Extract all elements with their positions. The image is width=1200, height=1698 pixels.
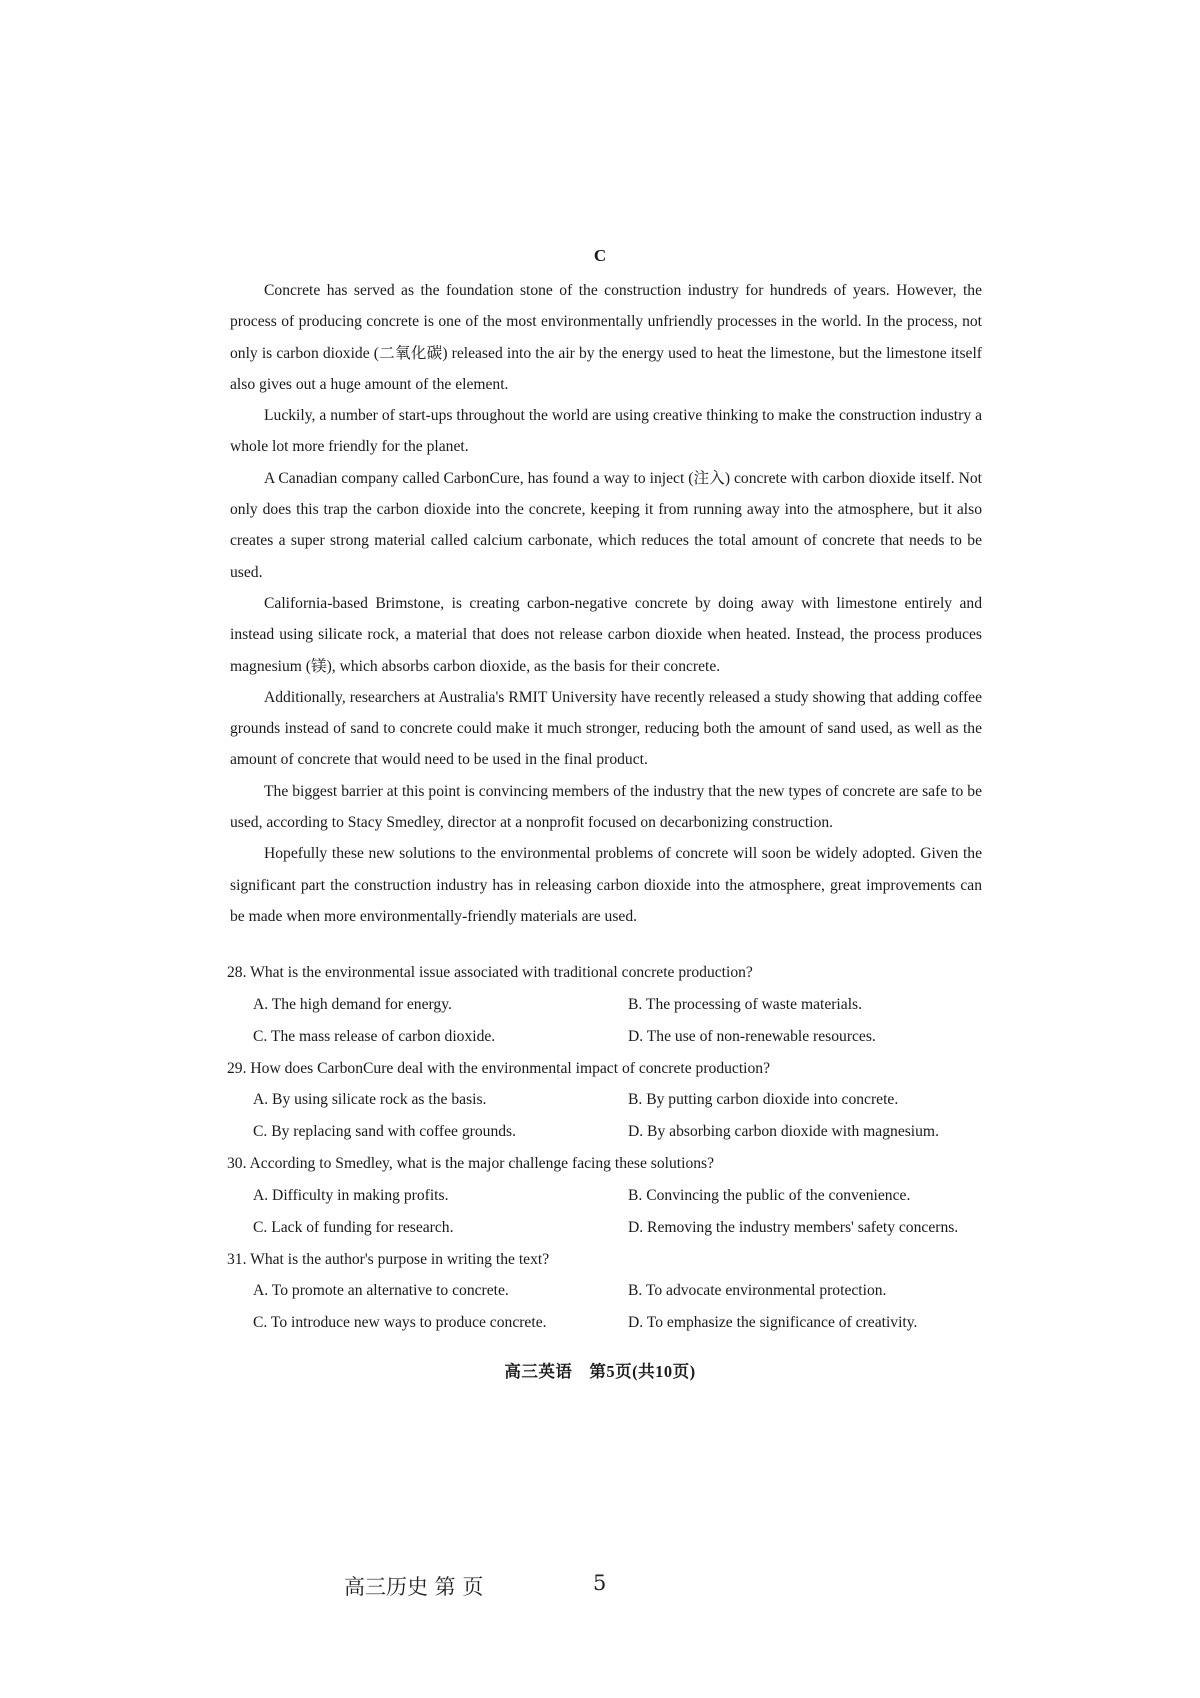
question-stem: 30. According to Smedley, what is the major challenge facing these solutions?: [227, 1155, 715, 1172]
passage-paragraph: The biggest barrier at this point is convincing members of the industry that the new types of concrete are safe to be used, according to Stacy Smedley, director at a nonprofit focused on decarbonizing construction.: [230, 782, 982, 832]
option-d: D. The use of non-renewable resources.: [628, 1027, 876, 1045]
question-29: [227, 1053, 997, 1149]
question-28: [227, 957, 997, 1053]
question-30: [227, 1148, 997, 1244]
option-a: A. Difficulty in making profits.: [253, 1186, 449, 1204]
passage-paragraph: Concrete has served as the foundation stone of the construction industry for hundreds of years. However, the process of producing concrete is one of the most environmentally unfriendly processes in the world. In the process, not only is carbon dioxide (二氧化碳) released into the air by the energy used to heat the limestone, but the limestone itself also gives out a huge amount of the element.: [230, 282, 982, 393]
option-a: A. To promote an alternative to concrete.: [253, 1282, 509, 1299]
option-grid: [227, 1180, 997, 1244]
passage-paragraph: Additionally, researchers at Australia's RMIT University have recently released a study showing that adding coffee grounds instead of sand to concrete could make it much stronger, reducing both the amount of sand used, as well as the amount of concrete that would need to be used in the final product.: [230, 688, 982, 769]
question-stem: 31. What is the author's purpose in writing the text?: [227, 1250, 550, 1268]
question-list: [227, 957, 997, 1339]
bottom-page-label: 高三历史 第 页: [344, 1575, 484, 1599]
option-b: B. To advocate environmental protection.: [628, 1282, 887, 1299]
option-a: A. The high demand for energy.: [253, 995, 452, 1013]
option-c: C. The mass release of carbon dioxide.: [253, 1027, 496, 1045]
option-d: D. By absorbing carbon dioxide with magnesium.: [628, 1123, 939, 1140]
option-c: C. By replacing sand with coffee grounds.: [253, 1123, 517, 1140]
passage-paragraph: A Canadian company called CarbonCure, has found a way to inject (注入) concrete with carbon dioxide itself. Not only does this trap the carbon dioxide into the concrete, keeping it from running away into the atmosphere, but it also creates a super strong material called calcium carbonate, which reduces the total amount of concrete that needs to be used.: [230, 469, 982, 581]
option-c: C. To introduce new ways to produce concrete.: [253, 1314, 547, 1331]
bottom-page-number: 5: [593, 1571, 607, 1595]
option-grid: [227, 1275, 997, 1339]
option-d: D. To emphasize the significance of creativity.: [628, 1314, 918, 1331]
question-31: [227, 1244, 997, 1340]
passage-paragraph: California-based Brimstone, is creating carbon-negative concrete by doing away with limestone entirely and instead using silicate rock, a material that does not release carbon dioxide when heated. Instead, the process produces magnesium (镁), which absorbs carbon dioxide, as the basis for their concrete.: [230, 594, 982, 675]
section-heading: C: [593, 246, 607, 265]
page-footer: 高三英语 第5页(共10页): [504, 1362, 696, 1381]
option-grid: [227, 989, 997, 1053]
option-b: B. Convincing the public of the convenience.: [628, 1186, 911, 1204]
question-stem: 29. How does CarbonCure deal with the environmental impact of concrete production?: [227, 1059, 771, 1077]
option-b: B. By putting carbon dioxide into concrete.: [628, 1091, 899, 1108]
passage-paragraph: Hopefully these new solutions to the environmental problems of concrete will soon be widely adopted. Given the significant part the construction industry has in releasing carbon dioxide into the atmosphere, great improvements can be made when more environmentally-friendly materials are used.: [230, 845, 982, 925]
option-a: A. By using silicate rock as the basis.: [253, 1091, 487, 1108]
option-d: D. Removing the industry members' safety concerns.: [628, 1218, 959, 1236]
passage-paragraph: Luckily, a number of start-ups throughout the world are using creative thinking to make the construction industry a whole lot more friendly for the planet.: [230, 407, 982, 456]
question-stem: 28. What is the environmental issue associated with traditional concrete production?: [227, 964, 753, 981]
option-b: B. The processing of waste materials.: [628, 995, 862, 1013]
option-c: C. Lack of funding for research.: [253, 1218, 454, 1236]
reading-passage: [230, 275, 982, 932]
option-grid: [227, 1084, 997, 1148]
